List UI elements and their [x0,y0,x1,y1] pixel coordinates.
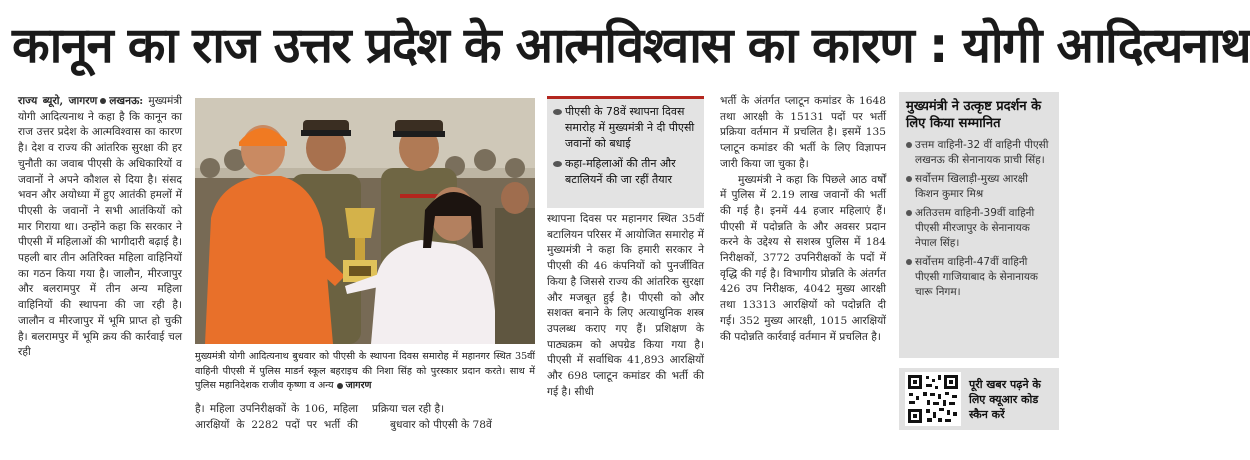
highlight-item [553,156,698,188]
bullet-icon [553,161,562,167]
sidebox-title: मुख्यमंत्री ने उत्कृष्ट प्रदर्शन के लिए किया सम्मानित [906,99,1042,131]
qr-promo-box [899,368,1059,430]
article-column-1 [18,94,182,439]
bullet-icon [553,109,562,115]
photo-caption [195,350,535,398]
qr-instruction-text: पूरी खबर पढ़ने के लिए क्यूआर कोड स्कैन करें [969,377,1041,421]
article-column-3 [547,212,704,442]
article-text-col4-para1: भर्ती के अंतर्गत प्लाटून कमांडर के 1648 तथा आरक्षी के 15131 पदों पर भर्ती प्रक्रिया वर्तमान में प्रचलित है। इसमें 135 प्लाटून कमांडर की भर्ती के लिए विज्ञापन जारी किया जा चुका है। [720,95,886,170]
award-text: सर्वोत्तम खिलाड़ी-मुख्य आरक्षी किशन कुमार मिश्र [915,173,1028,200]
award-item [906,172,1052,202]
qr-code-icon[interactable] [905,372,961,426]
highlight-text: कहा-महिलाओं की तीन और बटालियनें की जा रहीं तैयार [565,157,676,186]
award-text: सर्वोत्तम वाहिनी-47वीं वाहिनी पीएसी गाजियाबाद के सेनानायक चारू निगम। [915,256,1038,298]
award-item [906,255,1052,300]
highlight-item [553,104,698,152]
awards-sidebox [899,92,1059,358]
bullet-icon [906,142,912,148]
dateline-dot [100,98,106,104]
dateline-agency: राज्य ब्यूरो, जागरण [18,95,98,107]
news-photo [195,98,535,344]
photo-caption-text: मुख्यमंत्री योगी आदित्यनाथ बुधवार को पीएसी के स्थापना दिवस समारोह में महानगर स्थित 35वीं वाहिनी पीएसी में पुलिस माडर्न स्कूल बहराइच की निशा सिंह को पुरस्कार प्रदान करते। साथ में पुलिस महानिदेशक राजीव कृष्णा व अन्य [195,351,535,391]
highlight-text: पीएसी के 78वें स्थापना दिवस समारोह में मुख्यमंत्री ने दी पीएसी जवानों को बधाई [565,105,695,150]
dateline-city: लखनऊ: [109,95,144,107]
headline: कानून का राज उत्तर प्रदेश के आत्मविश्वास का कारण : योगी आदित्यनाथ [12,17,1250,74]
article-text-col4-para2: मुख्यमंत्री ने कहा कि पिछले आठ वर्षों में पुलिस में 2.19 लाख जवानों की भर्ती की गई है। इनमें 44 हजार महिलाएं हैं। पीएसी में पदोन्नति के और अवसर प्रदान करने के उद्देश्य से सशस्त्र पुलिस में 184 निरीक्षकों, 3772 उपनिरीक्षकों के पदों में वृद्धि की गई है। विभागीय प्रोन्नति के अंतर्गत 426 उप निरीक्षक, 4042 मुख्य आरक्षी तथा 13313 आरक्षियों को पदोन्नति दी गई। 352 मुख्य आरक्षी, 1015 आरक्षियों की पदोन्नति कार्रवाई वर्तमान में प्रचलित है। [720,173,886,343]
highlights-box [547,96,704,208]
award-text: उत्तम वाहिनी-32 वीं वाहिनी पीएसी लखनऊ की सेनानायक प्राची सिंह। [915,139,1049,166]
article-text-col2-para2: बुधवार को पीएसी के 78वें [390,418,492,431]
photo-credit: जागरण [345,380,372,391]
award-text: अतिउत्तम वाहिनी-39वीं वाहिनी पीएसी मीरजापुर के सेनानायक नेपाल सिंह। [915,207,1035,249]
article-intro-text: मुख्यमंत्री योगी आदित्यनाथ ने कहा है कि कानून का राज उत्तर प्रदेश के आत्मविश्वास का कारण है। देश व राज्य की आंतरिक सुरक्षा की हर चुनौती का जवाब पीएसी के अधिकारियों व जवानों ने अपने कौशल से दिया है। संसद भवन और अयोध्या में हुए आतंकी हमलों में पीएसी के जवानों ने सभी आतंकियों को मार गिराया था। उन्होंने कहा कि सरकार ने पीएसी में महिलाओं की भागीदारी बढ़ाई है। पहली बार तीन अतिरिक्त महिला वाहिनियों का गठन किया गया है। जालौन, मीरजापुर और बलरामपुर में तीन अन्य महिला वाहिनियों की स्थापना की जा रही है। जालौन व मीरजापुर में भूमि प्राप्त हो चुकी है। बलरामपुर में भूमि क्रय की कार्रवाई चल रही [18,95,182,359]
bullet-icon [906,176,912,182]
caption-credit-dot [337,383,343,389]
bullet-icon [906,210,912,216]
article-column-4 [720,94,886,439]
news-photo-illustration [195,98,535,344]
bullet-icon [906,259,912,265]
award-item [906,206,1052,251]
article-text-col2-para1: है। महिला उपनिरीक्षकों के 106, महिला आरक्षियों के 2282 पदों पर भर्ती की प्रक्रिया चल रही है। [195,403,445,431]
award-item [906,138,1052,168]
article-text-col3: स्थापना दिवस पर महानगर स्थित 35वीं बटालियन परिसर में आयोजित समारोह में मुख्यमंत्री ने कहा कि हमारी सरकार ने पीएसी की 46 कंपनियों को पुनर्जीवित किया है जिससे राज्य की आंतरिक सुरक्षा और मजबूत हुई है। पीएसी को और सशक्त बनाने के लिए अत्याधुनिक शस्त्र उपलब्ध कराए गए हैं। प्रशिक्षण के पाठ्यक्रम को अपग्रेड किया गया है। पीएसी में सर्वाधिक 41,893 आरक्षियों और 698 प्लाटून कमांडर की भर्ती की गई है। सीधी [547,213,704,398]
article-column-2-bottom [195,402,535,442]
